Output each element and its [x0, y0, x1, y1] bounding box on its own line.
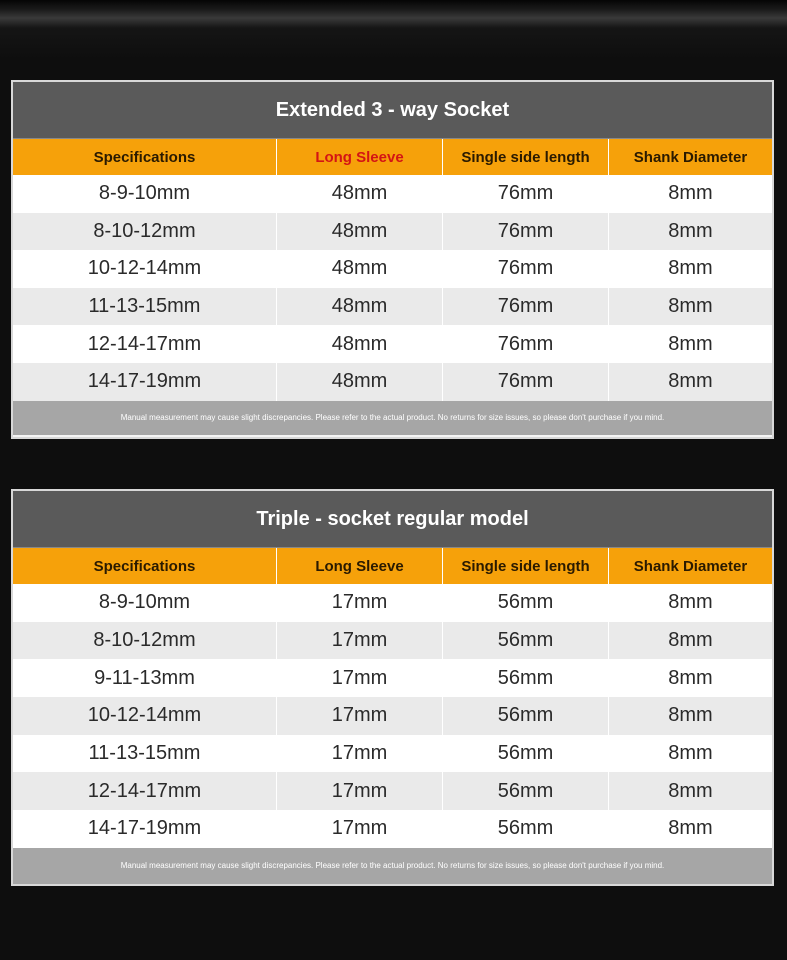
cell-specification: 12-14-17mm [13, 772, 277, 810]
measurement-disclaimer: Manual measurement may cause slight discrepancies. Please refer to the actual product. No returns for size issues, so please don't purchase if you mind. [13, 401, 772, 435]
cell-single-side-length: 56mm [443, 772, 609, 810]
cell-specification: 10-12-14mm [13, 250, 277, 288]
cell-long-sleeve: 48mm [277, 213, 443, 251]
cell-long-sleeve: 17mm [277, 772, 443, 810]
table-row [13, 735, 772, 773]
cell-specification: 9-11-13mm [13, 659, 277, 697]
cell-specification: 11-13-15mm [13, 288, 277, 326]
header-shank-diameter: Shank Diameter [633, 148, 748, 166]
table-row [13, 659, 772, 697]
cell-specification: 8-10-12mm [13, 622, 277, 660]
header-shank-diameter: Shank Diameter [633, 557, 748, 575]
cell-shank-diameter: 8mm [668, 629, 713, 652]
header-specifications: Specifications [13, 139, 277, 175]
cell-specification: 14-17-19mm [13, 810, 277, 848]
header-long-sleeve: Long Sleeve [277, 139, 443, 175]
table-row [13, 697, 772, 735]
cell-single-side-length: 76mm [443, 175, 609, 213]
cell-specification: 12-14-17mm [13, 325, 277, 363]
cell-long-sleeve: 17mm [277, 697, 443, 735]
header-specifications: Specifications [13, 548, 277, 584]
cell-shank-diameter: 8mm [668, 332, 713, 355]
cell-shank-diameter: 8mm [668, 817, 713, 840]
cell-specification: 11-13-15mm [13, 735, 277, 773]
cell-single-side-length: 76mm [443, 288, 609, 326]
cell-shank-diameter: 8mm [668, 742, 713, 765]
table-body [13, 584, 772, 848]
table-row [13, 622, 772, 660]
cell-shank-diameter: 8mm [668, 182, 713, 205]
cell-shank-diameter: 8mm [668, 370, 713, 393]
table-row [13, 363, 772, 401]
cell-shank-diameter: 8mm [668, 219, 713, 242]
cell-shank-diameter: 8mm [668, 591, 713, 614]
table-row [13, 288, 772, 326]
cell-specification: 8-9-10mm [13, 175, 277, 213]
table-header-row [13, 139, 772, 175]
cell-shank-diameter: 8mm [668, 779, 713, 802]
table-title: Extended 3 - way Socket [13, 82, 772, 139]
cell-single-side-length: 56mm [443, 735, 609, 773]
cell-long-sleeve: 17mm [277, 735, 443, 773]
cell-specification: 14-17-19mm [13, 363, 277, 401]
table-body [13, 175, 772, 401]
cell-single-side-length: 76mm [443, 250, 609, 288]
cell-shank-diameter: 8mm [668, 295, 713, 318]
header-long-sleeve: Long Sleeve [277, 548, 443, 584]
cell-long-sleeve: 17mm [277, 810, 443, 848]
extended-socket-spec-table [11, 80, 774, 439]
table-row [13, 213, 772, 251]
cell-long-sleeve: 48mm [277, 325, 443, 363]
cell-specification: 8-9-10mm [13, 584, 277, 622]
cell-long-sleeve: 17mm [277, 622, 443, 660]
cell-long-sleeve: 48mm [277, 363, 443, 401]
cell-single-side-length: 56mm [443, 697, 609, 735]
cell-single-side-length: 76mm [443, 325, 609, 363]
table-row [13, 250, 772, 288]
table-row [13, 584, 772, 622]
cell-single-side-length: 76mm [443, 363, 609, 401]
table-row [13, 325, 772, 363]
table-row [13, 175, 772, 213]
header-single-side-length: Single side length [443, 139, 609, 175]
table-title: Triple - socket regular model [13, 491, 772, 548]
cell-single-side-length: 56mm [443, 659, 609, 697]
triple-socket-spec-table [11, 489, 774, 886]
table-header-row [13, 548, 772, 584]
header-single-side-length: Single side length [443, 548, 609, 584]
cell-specification: 8-10-12mm [13, 213, 277, 251]
cell-long-sleeve: 48mm [277, 250, 443, 288]
measurement-disclaimer: Manual measurement may cause slight discrepancies. Please refer to the actual product. No returns for size issues, so please don't purchase if you mind. [13, 848, 772, 884]
cell-shank-diameter: 8mm [668, 666, 713, 689]
cell-shank-diameter: 8mm [668, 257, 713, 280]
cell-long-sleeve: 48mm [277, 288, 443, 326]
cell-single-side-length: 76mm [443, 213, 609, 251]
cell-shank-diameter: 8mm [668, 704, 713, 727]
cell-single-side-length: 56mm [443, 622, 609, 660]
cell-single-side-length: 56mm [443, 584, 609, 622]
top-background-sheen [0, 0, 787, 60]
cell-specification: 10-12-14mm [13, 697, 277, 735]
table-row [13, 810, 772, 848]
table-row [13, 772, 772, 810]
cell-single-side-length: 56mm [443, 810, 609, 848]
cell-long-sleeve: 48mm [277, 175, 443, 213]
cell-long-sleeve: 17mm [277, 659, 443, 697]
cell-long-sleeve: 17mm [277, 584, 443, 622]
